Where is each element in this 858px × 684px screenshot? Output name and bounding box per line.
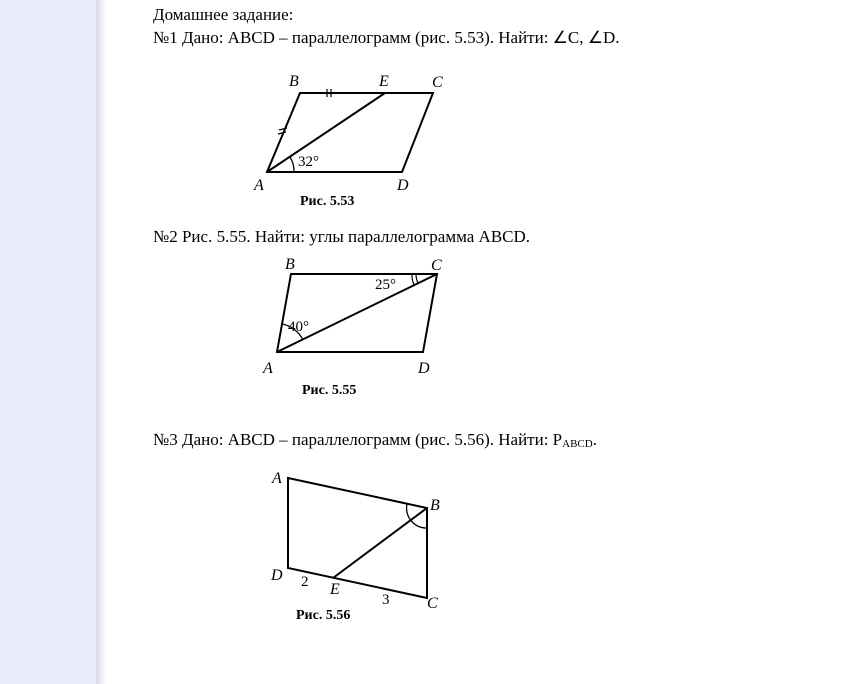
- task-1-text: №1 Дано: ABCD – параллелограмм (рис. 5.53). Найти: ∠C, ∠D.: [153, 28, 620, 47]
- figure-caption: Рис. 5.53: [300, 194, 355, 209]
- label-d: D: [418, 360, 430, 377]
- homework-title: Домашнее задание:: [153, 5, 294, 24]
- label-e: E: [330, 581, 340, 598]
- angle-label-25: 25°: [375, 277, 396, 293]
- label-c: C: [432, 74, 443, 91]
- label-a: A: [272, 470, 282, 487]
- label-a: A: [263, 360, 273, 377]
- angle-label-32: 32°: [298, 154, 319, 170]
- figure-caption: Рис. 5.56: [296, 608, 351, 623]
- label-a: A: [254, 177, 264, 194]
- figure-5-55: [255, 252, 455, 407]
- figure-5-56-drawing: [255, 460, 455, 630]
- label-b: B: [430, 497, 440, 514]
- label-b: B: [285, 256, 295, 273]
- label-c: C: [427, 595, 438, 612]
- task-3-text-end: .: [592, 430, 597, 449]
- label-c: C: [431, 257, 442, 274]
- label-e: E: [379, 73, 389, 90]
- angle-label-40: 40°: [288, 319, 309, 335]
- task-3-text-main: №3 Дано: ABCD – параллелограмм (рис. 5.56). Найти: P: [153, 430, 563, 449]
- figure-5-53-drawing: [240, 60, 450, 215]
- segment-label-ec: 3: [382, 592, 390, 608]
- figure-5-55-drawing: [255, 252, 455, 402]
- figure-caption: Рис. 5.55: [302, 383, 357, 398]
- figure-5-53: [240, 60, 450, 220]
- task-2-text: №2 Рис. 5.55. Найти: углы параллелограмма ABCD.: [153, 227, 531, 246]
- task-3-text-sub: ABCD: [562, 438, 593, 450]
- label-d: D: [271, 567, 283, 584]
- figure-5-56: [255, 460, 455, 635]
- label-b: B: [289, 73, 299, 90]
- task-3-text: [153, 430, 597, 454]
- segment-label-de: 2: [301, 574, 309, 590]
- label-d: D: [397, 177, 409, 194]
